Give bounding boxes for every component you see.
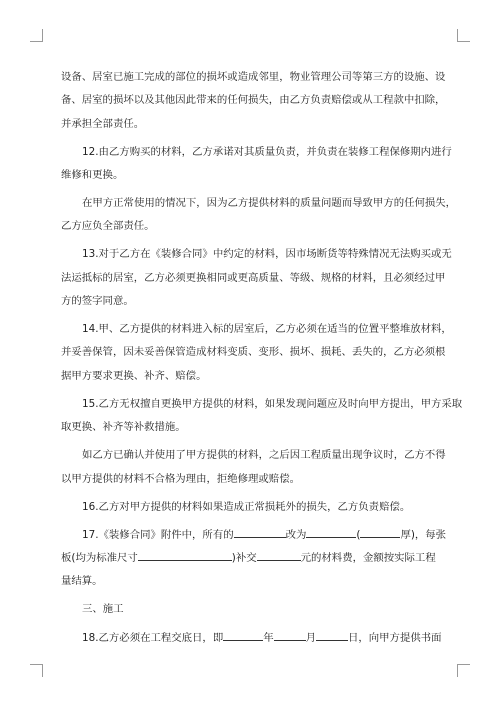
text-line: 15.乙方无权擅自更换甲方提供的材料，如果发现问题应及时向甲方提出，甲方采取 (82, 397, 463, 410)
p-clause-14 (61, 318, 452, 388)
text-line: 据甲方要求更换、补齐、赔偿。 (61, 369, 207, 382)
text-line: 并妥善保管，因未妥善保管造成材料变质、变形、损坏、损耗、丢失的，乙方必须根 (61, 346, 446, 359)
document-body (61, 66, 463, 655)
text-line: 13.对于乙方在《装修合同》中约定的材料，因市场断货等特殊情况无法购买或无 (82, 248, 452, 261)
fill-blank[interactable] (360, 526, 400, 538)
text-line: 14.甲、乙方提供的材料进入标的居室后，乙方必须在适当的位置平整堆放材料， (82, 323, 452, 336)
crop-mark-bottom-left (30, 664, 43, 677)
p-clause-15 (61, 393, 463, 440)
fill-blank[interactable] (306, 526, 356, 538)
fill-blank[interactable] (316, 629, 348, 641)
p-clause-12 (61, 141, 452, 188)
text-line: 乙方应负全部责任。 (61, 220, 155, 233)
text-line: 备、居室的损坏以及其他因此带来的任何损失，由乙方负责赔偿或从工程款中扣除， (61, 94, 446, 107)
text-line: 如乙方已确认并使用了甲方提供的材料，之后因工程质量出现争议时，乙方不得 (82, 449, 446, 462)
clause-17-line-3: 量结算。 (61, 575, 103, 588)
crop-mark-bottom-right (457, 664, 470, 677)
text-line: 方的签字同意。 (61, 295, 134, 308)
text-line: 法运抵标的居室，乙方必须更换相同或更高质量、等级、规格的材料，且必须经过甲 (61, 271, 446, 284)
text-line: 并承担全部责任。 (61, 117, 145, 130)
clause-17 (61, 524, 447, 547)
text-line: 16.乙方对甲方提供的材料如果造成正常损耗外的损失，乙方负责赔偿。 (82, 500, 411, 513)
fill-blank[interactable] (234, 526, 286, 538)
fill-blank[interactable] (274, 629, 306, 641)
text-line: 取更换、补齐等补救措施。 (61, 421, 186, 434)
fill-blank[interactable] (138, 549, 232, 561)
text-line: 设备、居室已施工完成的部位的损坏或造成邻里，物业管理公司等第三方的设施、设 (61, 71, 446, 83)
crop-mark-top-right (457, 29, 470, 42)
clause-18 (61, 627, 443, 650)
clause-17-line-1: 17.《装修合同》附件中，所有的 改为 ( 厚)，每张 (82, 524, 443, 547)
paragraph-list (61, 66, 463, 519)
text-line: 以甲方提供的材料不合格为理由，拒绝修理或赔偿。 (61, 472, 300, 485)
p-clause-12-b (61, 192, 457, 239)
p-clause-16 (61, 496, 443, 519)
section-heading: 三、施工 (82, 603, 124, 616)
p-continuation (61, 66, 446, 136)
text-line: 12.由乙方购买的材料，乙方承诺对其质量负责，并负责在装修工程保修期内进行 (82, 145, 452, 158)
text-line: 在甲方正常使用的情况下，因为乙方提供材料的质量问题而导致甲方的任何损失， (82, 197, 457, 210)
fill-blank[interactable] (257, 549, 301, 561)
clause-18-line-1: 18.乙方必须在工程交底日，即 年 月 日，向甲方提供书面 (82, 627, 443, 650)
text-line: 维修和更换。 (61, 168, 124, 181)
p-clause-15-b (61, 444, 446, 491)
clause-17-cont (61, 547, 443, 594)
p-clause-13 (61, 243, 452, 313)
clause-17-line-2: 板(均为标准尺寸 )补交 元的材料费，金额按实际工程 (61, 547, 443, 570)
crop-mark-top-left (30, 29, 43, 42)
fill-blank[interactable] (223, 629, 263, 641)
